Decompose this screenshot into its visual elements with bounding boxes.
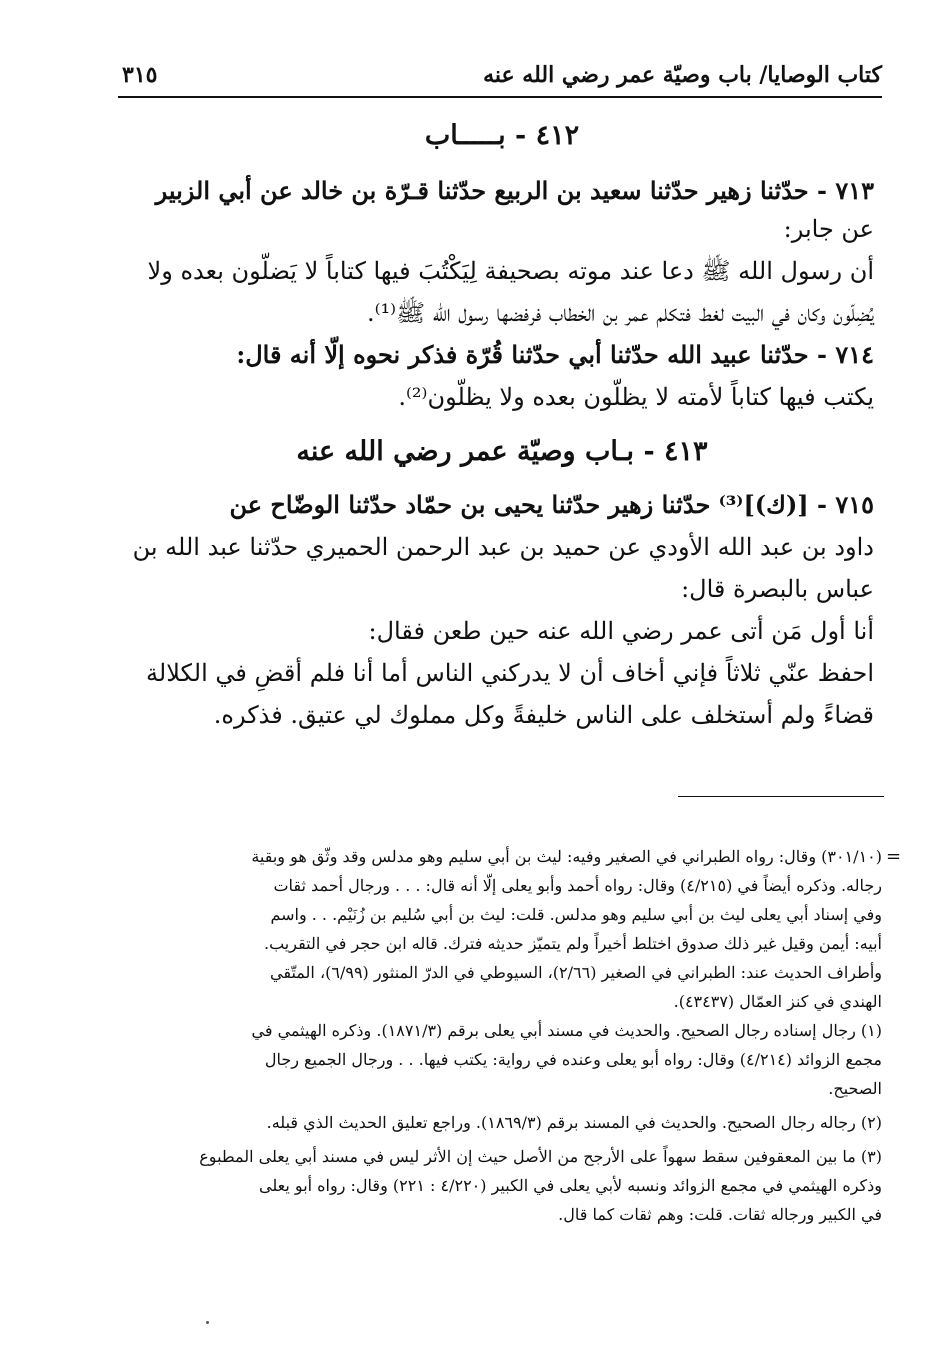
footnote-separator xyxy=(678,796,884,797)
hadith-715-line: قضاءً ولم أستخلف على الناس خليفةً وكل مملوك لي عتيق. فذكره. xyxy=(213,701,874,729)
section-heading-412: ٤١٢ - بـــــاب xyxy=(424,120,580,151)
footnote-1-line: مجمع الزوائد (٤/٢١٤) وقال: رواه أبو يعلى وعنده في رواية: يكتب فيها. . . ورجال الجميع رجال xyxy=(264,1050,882,1069)
hadith-714-line: يكتب فيها كتاباً لأمته لا يظلّون بعده ولا يظلّون⁽²⁾. xyxy=(398,383,874,411)
footnote-continuation-line: رجاله. وذكره أيضاً في (٤/٢١٥) وقال: رواه أحمد وأبو يعلى إلّا أنه قال: . . . ورجال أحمد ثقات xyxy=(273,876,882,895)
footnote-continuation-line: وفي إسناد أبي يعلى ليث بن أبي سليم وهو مدلس. قلت: ليث بن أبي سُليم بن زُنَيْم. . . واسم xyxy=(270,905,882,924)
footnote-continuation-line: وأطراف الحديث عند: الطبراني في الصغير (٢/٦٦)، السيوطي في الدرّ المنثور (٦/٩٩)، المتّقي xyxy=(270,963,882,982)
hadith-713-line: أن رسول الله ﷺ دعا عند موته بصحيفة لِيَكْتُبَ فيها كتاباً لا يَضلّون بعده ولا xyxy=(147,257,874,285)
footnote-3-line: (٣) ما بين المعقوفين سقط سهواً على الأرجح من الأصل حيث إن الأثر ليس في مسند أبي يعلى المطبوع xyxy=(199,1147,882,1166)
section-heading-413: ٤١٣ - بـاب وصيّة عمر رضي الله عنه xyxy=(296,436,708,467)
footnote-2-line: (٢) رجاله رجال الصحيح. والحديث في المسند برقم (١٨٦٩/٣). وراجع تعليق الحديث الذي قبله. xyxy=(266,1113,882,1132)
footnote-3-line: وذكره الهيثمي في مجمع الزوائد ونسبه لأبي يعلى في الكبير (٤/٢٢٠ : ٢٢١) وقال: رواه أبو يعلى xyxy=(259,1176,882,1195)
hadith-715-line: ٧١٥ - [(ك)]⁽³⁾ حدّثنا زهير حدّثنا يحيى بن حمّاد حدّثنا الوضّاح عن xyxy=(229,490,874,519)
continuation-mark: = xyxy=(886,846,902,867)
running-header xyxy=(118,56,882,98)
scan-speck xyxy=(206,1321,209,1324)
hadith-715-line: داود بن عبد الله الأودي عن حميد بن عبد الرحمن الحميري حدّثنا عبد الله بن xyxy=(132,533,874,561)
footnote-continuation-line: (٣٠١/١٠) وقال: رواه الطبراني في الصغير وفيه: ليث بن أبي سليم وهو مدلس وقد وثّق هو وبقية xyxy=(251,847,882,866)
footnote-1-line: الصحيح. xyxy=(828,1079,882,1098)
hadith-715-line: عباس بالبصرة قال: xyxy=(681,575,874,603)
footnote-continuation-line: أبيه: أيمن وقيل غير ذلك صدوق اختلط أخيراً ولم يتميّز حديثه فترك. قاله ابن حجر في التقريب. xyxy=(263,934,882,953)
hadith-713-line: عن جابر: xyxy=(783,215,874,243)
footnote-continuation-line: الهندي في كنز العمّال (٤٣٤٣٧). xyxy=(673,992,882,1011)
hadith-714-line: ٧١٤ - حدّثنا عبيد الله حدّثنا أبي حدّثنا قُرّة فذكر نحوه إلّا أنه قال: xyxy=(236,340,874,369)
footnote-1-line: (١) رجال إسناده رجال الصحيح. والحديث في مسند أبي يعلى برقم (١٨٧١/٣). وذكره الهيثمي في xyxy=(251,1021,882,1040)
page-number: ٣١٥ xyxy=(122,62,158,88)
hadith-715-line: أنا أول مَن أتى عمر رضي الله عنه حين طعن فقال: xyxy=(368,617,874,645)
header-title: كتاب الوصايا/ باب وصيّة عمر رضي الله عنه xyxy=(483,62,882,88)
hadith-713-line: ٧١٣ - حدّثنا زهير حدّثنا سعيد بن الربيع حدّثنا قـرّة بن خالد عن أبي الزبير xyxy=(155,176,874,205)
footnote-3-line: في الكبير ورجاله ثقات. قلت: وهم ثقات كما قال. xyxy=(558,1205,882,1224)
hadith-713-line: يُضِلّون وكان في البيت لغط فتكلم عمر بن الخطاب فرفضها رسول الله ﷺ⁽¹⁾. xyxy=(367,299,874,327)
hadith-715-line: احفظ عنّي ثلاثاً فإني أخاف أن لا يدركني الناس أما أنا فلم أقضِ في الكلالة xyxy=(146,659,874,687)
